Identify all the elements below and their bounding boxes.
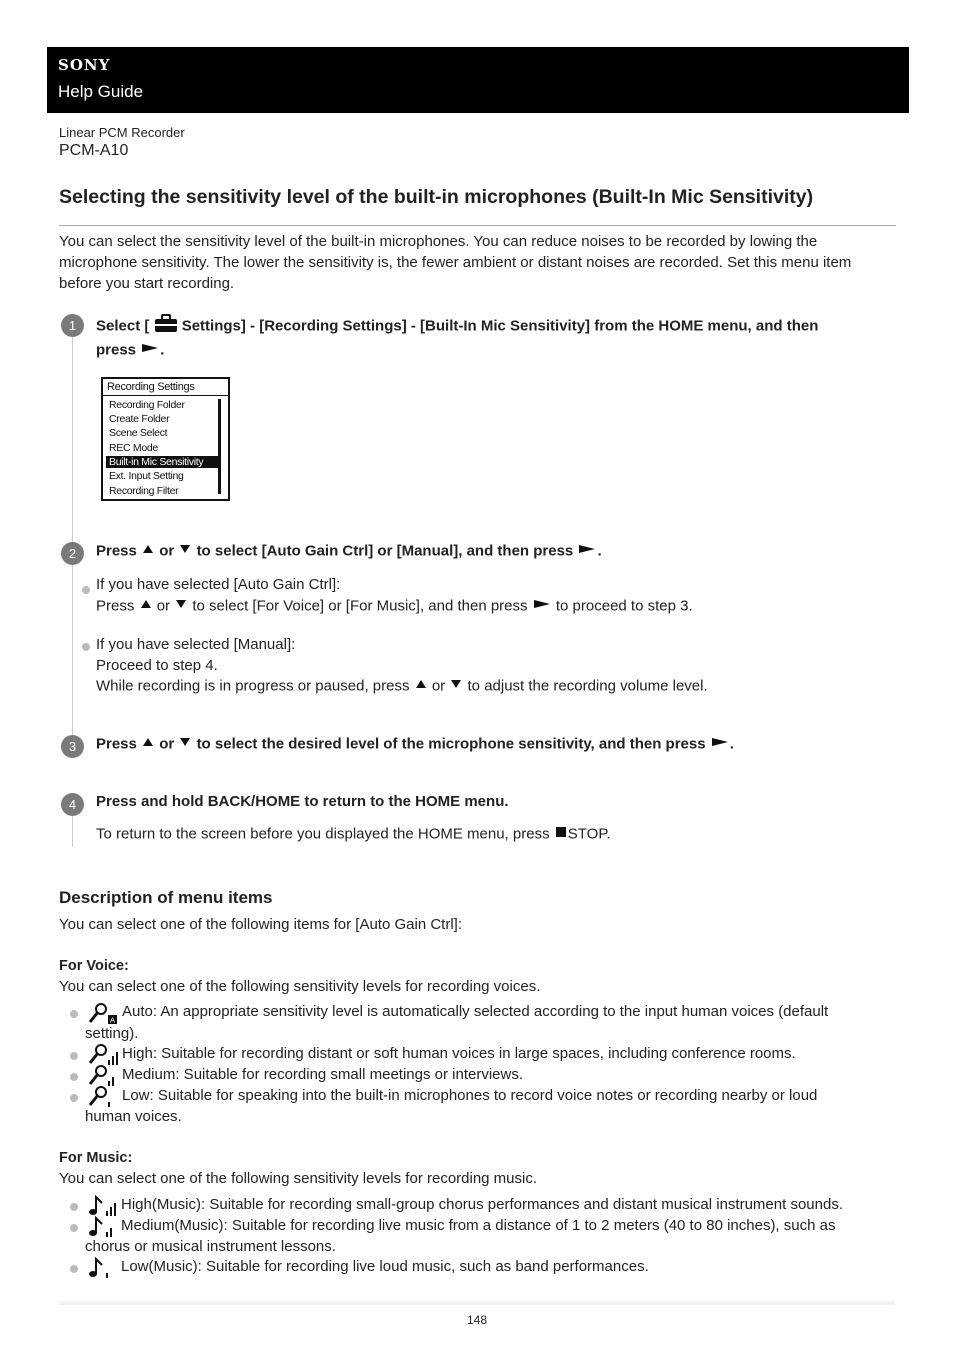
- down-arrow-icon: [178, 734, 192, 755]
- step-4-subtext: [96, 824, 896, 845]
- bullet: [70, 1203, 78, 1211]
- step-2-or: or: [159, 542, 175, 560]
- brand-logo: SONY: [58, 56, 111, 74]
- step-3-end: .: [729, 735, 734, 753]
- bullet-2-line-1: If you have selected [Manual]:: [96, 636, 296, 653]
- screen-item: REC Mode: [109, 442, 158, 454]
- down-arrow-icon: [178, 541, 192, 562]
- toolbox-icon: [154, 313, 178, 340]
- voice-item-auto: Auto: An appropriate sensitivity level is automatically selected according to the input human voices (default: [122, 1003, 829, 1020]
- down-arrow-icon: [449, 676, 463, 697]
- step-number-2: 2: [61, 542, 84, 565]
- music-heading: For Music:: [59, 1150, 133, 1166]
- play-right-icon: [710, 734, 730, 755]
- music-item-low: Low(Music): Suitable for recording live loud music, such as band performances.: [121, 1258, 649, 1275]
- bullet-2-pre: While recording is in progress or paused, press: [96, 677, 410, 695]
- step-2-text: [96, 541, 896, 562]
- step-number-4: 4: [61, 793, 84, 816]
- voice-item-high: High: Suitable for recording distant or soft human voices in large spaces, including conference rooms.: [122, 1045, 796, 1062]
- title-divider: [59, 225, 896, 226]
- step-1-text: [96, 313, 896, 360]
- bullet-1-line-1: If you have selected [Auto Gain Ctrl]:: [96, 576, 341, 593]
- bullet-1-or: or: [156, 596, 171, 614]
- screen-item: Ext. Input Setting: [109, 470, 184, 482]
- bullet: [70, 1224, 78, 1232]
- step-number-3: 3: [61, 735, 84, 758]
- music-item-medium-cont: chorus or musical instrument lessons.: [85, 1238, 336, 1255]
- screen-title: Recording Settings: [107, 381, 195, 393]
- play-right-icon: [532, 596, 552, 617]
- bullet-1-mid: to select [For Voice] or [For Music], and then press: [192, 596, 528, 614]
- step-connector-2: [72, 563, 73, 735]
- step-1-part-c: press: [96, 340, 137, 358]
- step-2-press: Press: [96, 542, 137, 560]
- bullet: [70, 1052, 78, 1060]
- up-arrow-icon: [414, 676, 428, 697]
- page-number: 148: [466, 1313, 488, 1327]
- music-item-medium: Medium(Music): Suitable for recording live music from a distance of 1 to 2 meters (40 to 80 inches), such as: [121, 1217, 836, 1234]
- screen-separator: [103, 395, 228, 396]
- screen-item: Recording Folder: [109, 399, 185, 411]
- voice-item-auto-cont: setting).: [85, 1025, 139, 1042]
- music-intro: You can select one of the following sensitivity levels for recording music.: [59, 1170, 538, 1187]
- bullet-1-end: to proceed to step 3.: [555, 596, 693, 614]
- step-2-end: .: [597, 542, 602, 560]
- bullet-1-press: Press: [96, 596, 135, 614]
- bullet: [70, 1265, 78, 1273]
- up-arrow-icon: [139, 596, 153, 617]
- svg-text:A: A: [110, 1016, 115, 1025]
- voice-item-low: Low: Suitable for speaking into the built-in microphones to record voice notes or recording nearby or loud: [122, 1087, 818, 1104]
- voice-intro: You can select one of the following sensitivity levels for recording voices.: [59, 978, 541, 995]
- voice-item-low-cont: human voices.: [85, 1108, 182, 1125]
- section-heading: Description of menu items: [59, 888, 273, 907]
- stop-icon: [554, 824, 568, 845]
- step-4-sub-b: STOP.: [567, 825, 611, 843]
- step-3-press: Press: [96, 735, 137, 753]
- screen-scrollbar: [218, 399, 221, 494]
- screen-item-selected: Built-in Mic Sensitivity: [106, 456, 218, 468]
- music-low-icon: [87, 1257, 119, 1284]
- help-guide-label: Help Guide: [58, 82, 144, 101]
- play-right-icon: [140, 340, 160, 361]
- device-screen-image: [101, 377, 230, 501]
- bullet: [70, 1094, 78, 1102]
- step-connector-1: [72, 335, 73, 543]
- up-arrow-icon: [141, 541, 155, 562]
- step-2-bullet-1: [96, 575, 896, 616]
- bullet: [82, 586, 90, 594]
- section-intro: You can select one of the following items for [Auto Gain Ctrl]:: [59, 916, 462, 933]
- down-arrow-icon: [174, 596, 188, 617]
- bullet: [70, 1073, 78, 1081]
- step-3-rest: to select the desired level of the microphone sensitivity, and then press: [196, 735, 706, 753]
- screen-item: Create Folder: [109, 413, 170, 425]
- step-connector-4: [72, 815, 73, 847]
- screen-item: Recording Filter: [109, 485, 179, 497]
- bullet-2-or: or: [431, 677, 446, 695]
- footer-divider: [59, 1301, 895, 1305]
- up-arrow-icon: [141, 734, 155, 755]
- step-number-1: 1: [61, 314, 84, 337]
- step-4-sub-a: To return to the screen before you displayed the HOME menu, press: [96, 825, 550, 843]
- play-right-icon: [577, 541, 597, 562]
- music-item-high: High(Music): Suitable for recording small-group chorus performances and distant musical instrument sounds.: [121, 1196, 843, 1213]
- bullet-2-line-2: Proceed to step 4.: [96, 656, 218, 674]
- bullet: [82, 643, 90, 651]
- step-2-rest: to select [Auto Gain Ctrl] or [Manual], and then press: [196, 542, 574, 560]
- intro-paragraph: You can select the sensitivity level of the built-in microphones. You can reduce noises to be recorded by lowing the microphone sensitivity. The lower the sensitivity is, the fewer ambient or distant noises are recorded. Set this menu item before you start recording.: [59, 233, 852, 292]
- product-line: Linear PCM Recorder: [59, 125, 185, 140]
- bullet: [70, 1010, 78, 1018]
- product-model: PCM-A10: [59, 142, 129, 159]
- step-1-end: .: [160, 340, 165, 358]
- step-2-bullet-2: [96, 635, 896, 697]
- header-bar: [47, 47, 909, 113]
- step-4-text: Press and hold BACK/HOME to return to the HOME menu.: [96, 793, 509, 810]
- step-1-part-b: Settings] - [Recording Settings] - [Built-In Mic Sensitivity] from the HOME menu, and then: [181, 317, 819, 335]
- page-title: Selecting the sensitivity level of the built-in microphones (Built-In Mic Sensitivity): [59, 186, 814, 208]
- step-1-part-a: Select [: [96, 317, 150, 335]
- screen-item: Scene Select: [109, 427, 168, 439]
- step-3-or: or: [159, 735, 175, 753]
- step-3-text: [96, 734, 896, 755]
- bullet-2-end: to adjust the recording volume level.: [467, 677, 708, 695]
- voice-item-medium: Medium: Suitable for recording small meetings or interviews.: [122, 1066, 523, 1083]
- voice-heading: For Voice:: [59, 958, 129, 974]
